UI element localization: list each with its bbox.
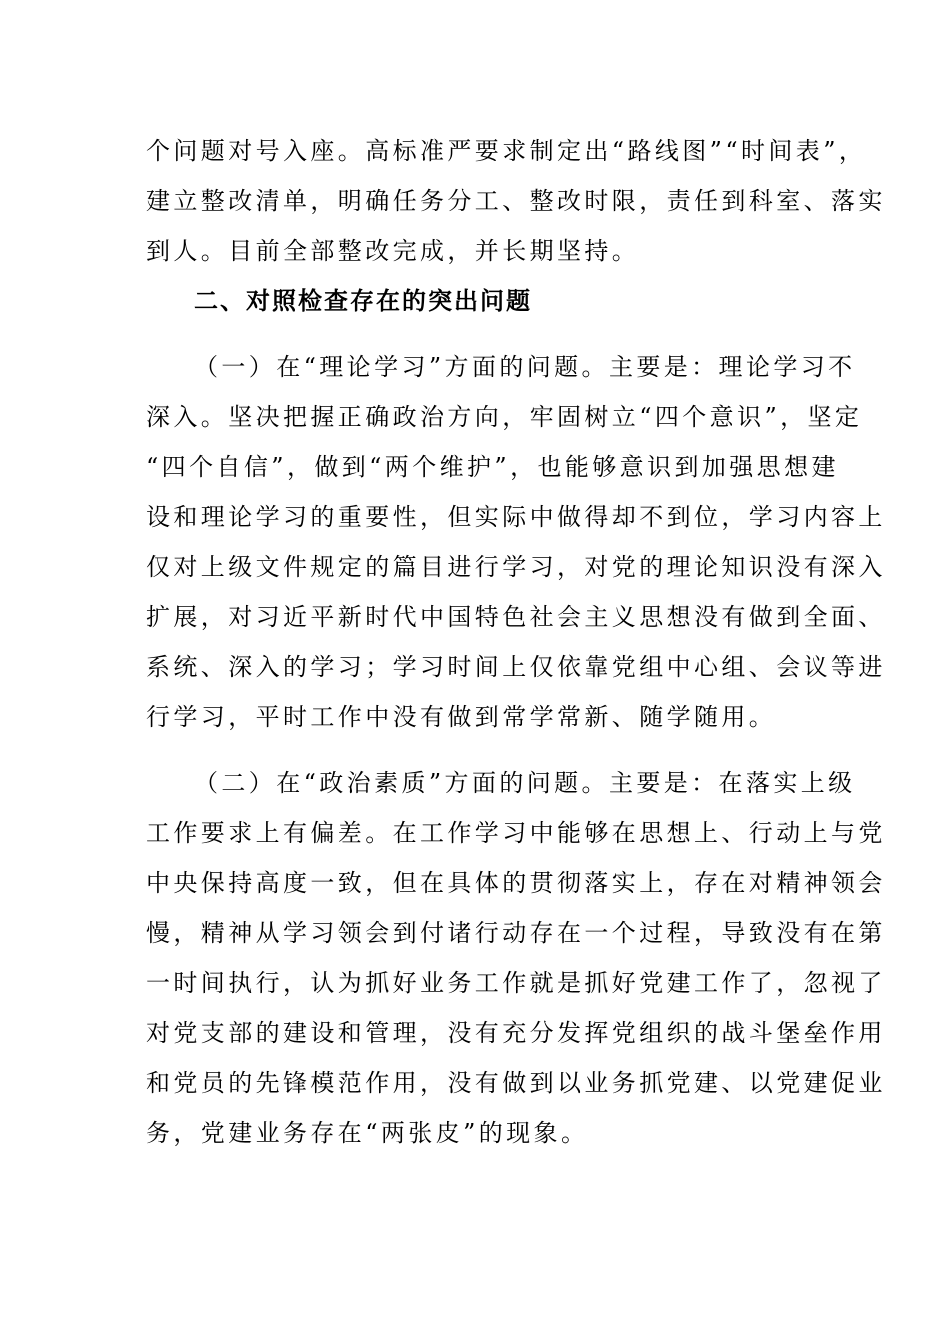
section-heading: 二、对照检查存在的突出问题 <box>194 287 532 315</box>
paragraph-line: 慢，精神从学习领会到付诸行动存在一个过程，导致没有在第 <box>146 919 886 947</box>
paragraph-line: 设和理论学习的重要性，但实际中做得却不到位，学习内容上 <box>146 503 886 531</box>
paragraph-line: 中央保持高度一致，但在具体的贯彻落实上，存在对精神领会 <box>146 869 886 897</box>
paragraph-line: 个问题对号入座。高标准严要求制定出“路线图”“时间表”， <box>146 137 867 165</box>
paragraph-line: 和党员的先锋模范作用，没有做到以业务抓党建、以党建促业 <box>146 1069 886 1097</box>
paragraph-line: 扩展，对习近平新时代中国特色社会主义思想没有做到全面、 <box>146 603 886 631</box>
paragraph-line: 工作要求上有偏差。在工作学习中能够在思想上、行动上与党 <box>146 819 886 847</box>
paragraph-line: 到人。目前全部整改完成，并长期坚持。 <box>146 237 640 265</box>
paragraph-line: 建立整改清单，明确任务分工、整改时限，责任到科室、落实 <box>146 187 886 215</box>
paragraph-line: 深入。坚决把握正确政治方向，牢固树立“四个意识”，坚定 <box>146 403 863 431</box>
paragraph-line: （一）在“理论学习”方面的问题。主要是：理论学习不 <box>194 353 856 381</box>
paragraph-line: 一时间执行，认为抓好业务工作就是抓好党建工作了，忽视了 <box>146 969 886 997</box>
paragraph-line: “四个自信”，做到“两个维护”，也能够意识到加强思想建 <box>146 453 839 481</box>
paragraph-line: 对党支部的建设和管理，没有充分发挥党组织的战斗堡垒作用 <box>146 1019 886 1047</box>
paragraph-line: （二）在“政治素质”方面的问题。主要是：在落实上级 <box>194 769 856 797</box>
paragraph-line: 系统、深入的学习；学习时间上仅依靠党组中心组、会议等进 <box>146 653 886 681</box>
paragraph-line: 务，党建业务存在“两张皮”的现象。 <box>146 1119 589 1147</box>
paragraph-line: 行学习，平时工作中没有做到常学常新、随学随用。 <box>146 703 777 731</box>
paragraph-line: 仅对上级文件规定的篇目进行学习，对党的理论知识没有深入 <box>146 553 886 581</box>
